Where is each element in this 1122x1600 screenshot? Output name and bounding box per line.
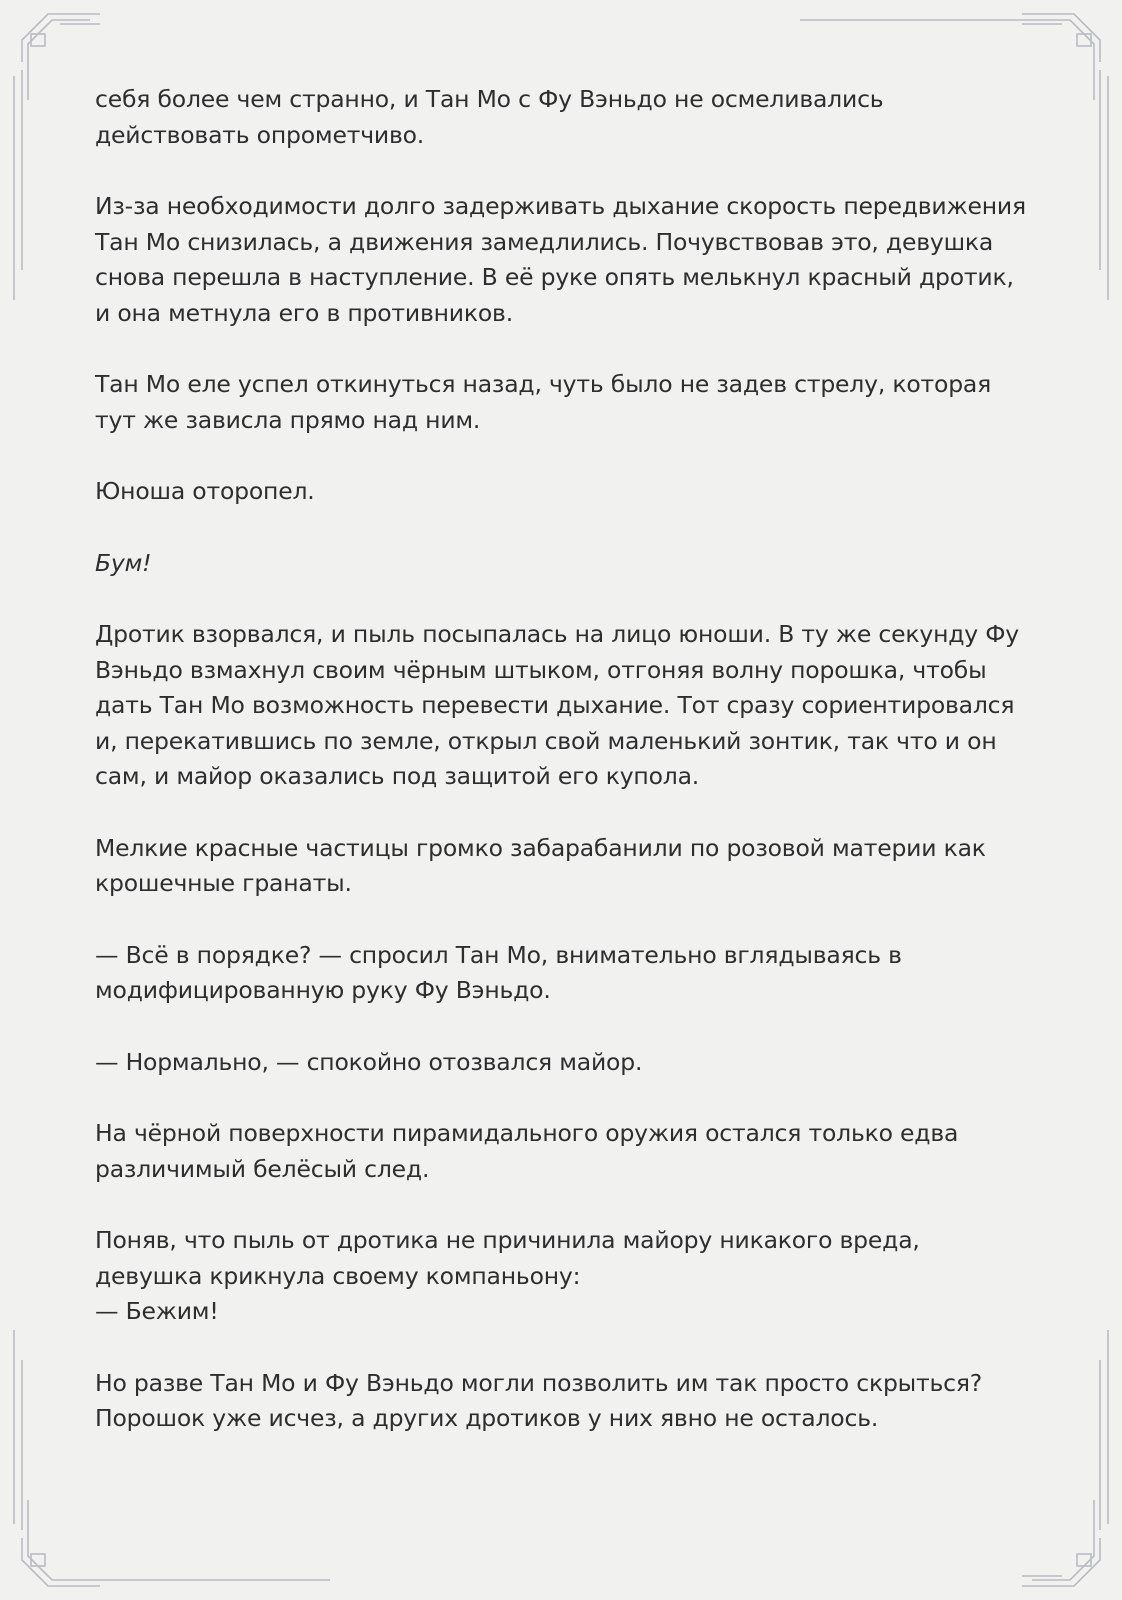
chapter-text [95,82,1030,1473]
paragraph: Из-за необходимости долго задерживать дыхание скорость передвижения Тан Мо снизилась, а движения замедлились. Почувствовав это, девушка снова перешла в наступление. В её руке опять мелькнул красный дротик, и она метнула его в противников. [95,192,1026,327]
frame-corner-top-left [14,14,100,300]
frame-corner-bottom-right [1022,1330,1108,1586]
paragraph: Дротик взорвался, и пыль посыпалась на лицо юноши. В ту же секунду Фу Вэньдо взмахнул своим чёрным штыком, отгоняя волну порошка, чтобы дать Тан Мо возможность перевести дыхание. Тот сразу сориентировался и, перекатившись по земле, открыл свой маленький зонтик, так что и он сам, и майор оказались под защитой его купола. [95,620,1020,790]
paragraph-dialogue: — Бежим! [95,1297,219,1325]
paragraph: Тан Мо еле успел откинуться назад, чуть было не задев стрелу, которая тут же зависла прямо над ним. [95,370,992,434]
paragraph-dialogue: — Всё в порядке? — спросил Тан Мо, внимательно вглядываясь в модифицированную руку Фу Вэньдо. [95,940,902,1004]
paragraph: Но разве Тан Мо и Фу Вэньдо могли позволить им так просто скрыться? Порошок уже исчез, а других дротиков у них явно не осталось. [95,1368,983,1432]
paragraph: себя более чем странно, и Тан Мо с Фу Вэньдо не осмеливались действовать опрометчиво. [95,85,884,149]
paragraph: Мелкие красные частицы громко забарабанили по розовой материи как крошечные гранаты. [95,833,986,897]
paragraph-dialogue: — Нормально, — спокойно отозвался майор. [95,1047,643,1076]
paragraph: Поняв, что пыль от дротика не причинила майору никакого вреда, девушка крикнула своему компаньону: [95,1226,920,1290]
paragraph: Юноша оторопел. [95,477,315,505]
paragraph: На чёрной поверхности пирамидального оружия остался только едва различимый белёсый след. [95,1119,959,1183]
paragraph-sound-effect: Бум! [95,548,152,577]
